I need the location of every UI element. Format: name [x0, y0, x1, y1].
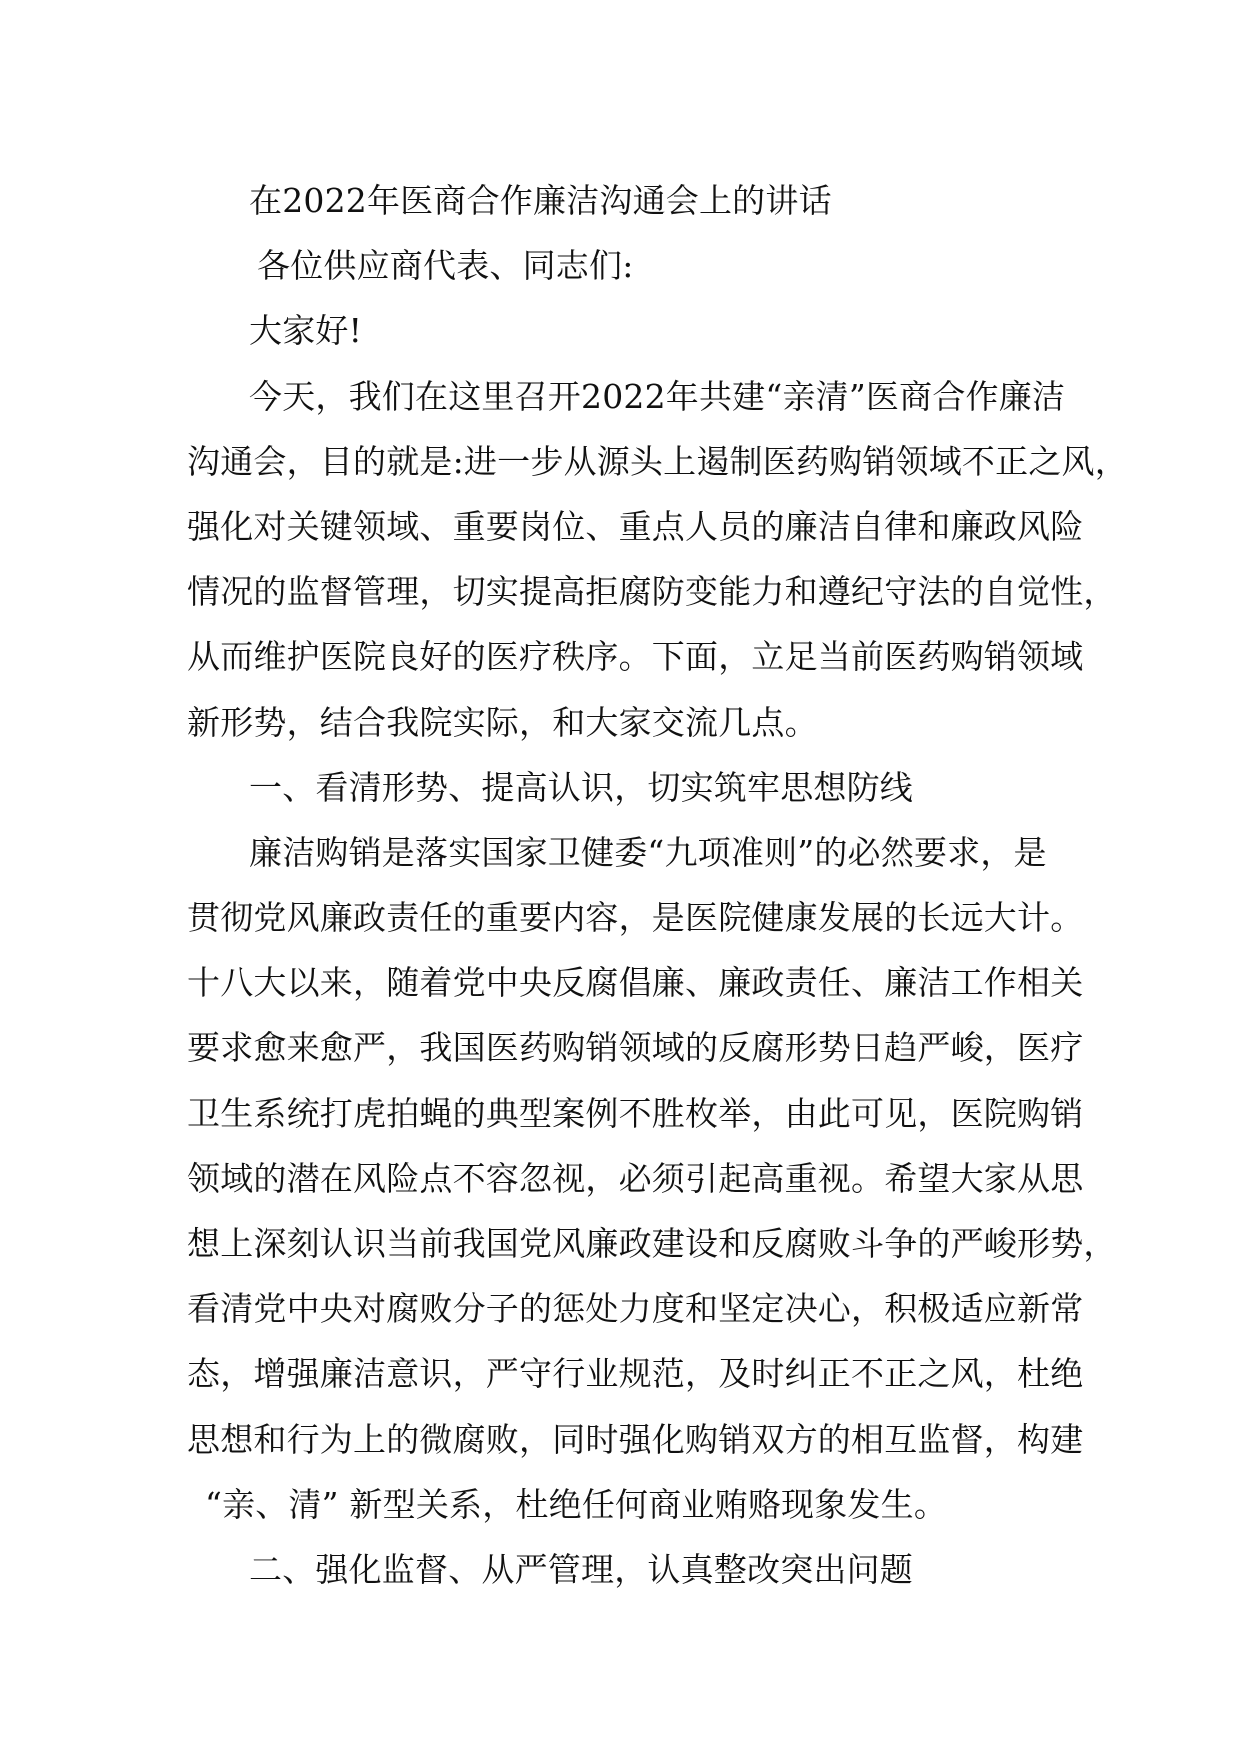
paragraph-1-line: 今天，我们在这里召开2022年共建“亲清”医商合作廉洁 [249, 376, 1066, 416]
paragraph-2-line: 贯彻党风廉政责任的重要内容，是医院健康发展的长远大计。 [187, 898, 1084, 938]
greeting: 大家好! [249, 311, 363, 351]
paragraph-1-line: 新形势，结合我院实际，和大家交流几点。 [187, 702, 818, 742]
paragraph-1-line: 强化对关键领域、重要岗位、重点人员的廉洁自律和廉政风险 [187, 506, 1084, 546]
paragraph-2-line: 领域的潜在风险点不容忽视，必须引起高重视。希望大家从思 [187, 1158, 1084, 1198]
paragraph-1-line: 情况的监督管理，切实提高拒腐防变能力和遵纪守法的自觉性， [187, 572, 1117, 612]
paragraph-2-line: “亲、清” 新型关系，杜绝任何商业贿赂现象发生。 [205, 1484, 948, 1524]
paragraph-2-line: 思想和行为上的微腐败，同时强化购销双方的相互监督，构建 [187, 1419, 1084, 1459]
paragraph-2-line: 十八大以来，随着党中央反腐倡廉、廉政责任、廉洁工作相关 [187, 963, 1084, 1003]
paragraph-2-line: 卫生系统打虎拍蝇的典型案例不胜枚举，由此可见，医院购销 [187, 1093, 1084, 1133]
paragraph-2-line: 要求愈来愈严，我国医药购销领域的反腐形势日趋严峻，医疗 [187, 1028, 1084, 1068]
paragraph-1-line: 从而维护医院良好的医疗秩序。下面，立足当前医药购销领域 [187, 637, 1084, 677]
section-heading-2: 二、强化监督、从严管理，认真整改突出问题 [249, 1549, 913, 1589]
paragraph-2-line: 廉洁购销是落实国家卫健委“九项准则”的必然要求，是 [249, 832, 1047, 872]
section-heading-1: 一、看清形势、提高认识，切实筑牢思想防线 [249, 767, 913, 807]
paragraph-2-line: 态，增强廉洁意识，严守行业规范，及时纠正不正之风，杜绝 [187, 1354, 1084, 1394]
paragraph-1-line: 沟通会，目的就是:进一步从源头上遏制医药购销领域不正之风， [187, 441, 1128, 481]
paragraph-2-line: 看清党中央对腐败分子的惩处力度和坚定决心，积极适应新常 [187, 1289, 1084, 1329]
document-body [187, 168, 1128, 1602]
paragraph-2-line: 想上深刻认识当前我国党风廉政建设和反腐败斗争的严峻形势， [187, 1224, 1117, 1263]
document-title: 在2022年医商合作廉洁沟通会上的讲话 [249, 181, 832, 220]
salutation: 各位供应商代表、同志们: [257, 246, 634, 286]
